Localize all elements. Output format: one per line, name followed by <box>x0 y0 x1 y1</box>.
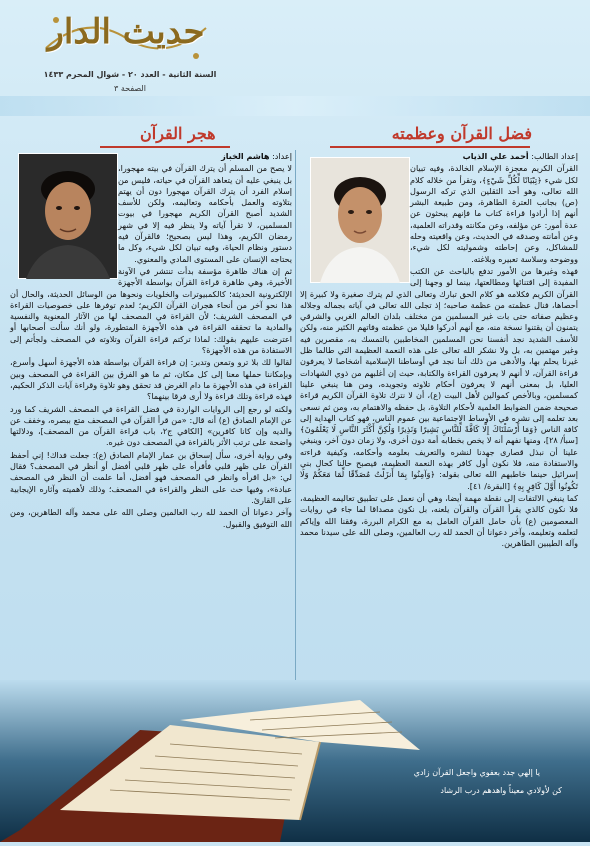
column-divider <box>295 150 296 680</box>
page-number: الصفحة ٣ <box>114 84 146 93</box>
author-name-left: هاشم الخباز <box>221 151 270 161</box>
caption-line-2: كن لأولادي معيناً واهدهم درب الرشاد <box>440 786 562 795</box>
magazine-logo <box>26 8 226 70</box>
portrait-icon <box>310 157 410 283</box>
paragraph: وفي رواية أخرى، سأل إسحاق بن عمار الإمام الصادق (ع): جعلت فداك! إني أحفظ القرآن على ظهر قلبي فأقرأه على ظهر قلبي أفضل أو أنظر في المصحف؟ فقال لي: «بل اقرأه وانظر في المصحف فهو أفضل، أما علمت أن النظر في المصحف عبادة»، وفيها حث على النظر والقراءة في المصحف؛ وذلك لأهميته وآثاره الإيجابية على القارئ. <box>10 449 292 505</box>
author-name-right: أحمد علي الذياب <box>462 151 529 161</box>
paragraph: القرآن الكريم معجزة الإسلام الخالدة، وفيه تبيان لكل شيء ﴿تِبْيَانًا لِّكُلِّ شَيْءٍ﴾، وتقرأ من خلاله كلام الله تعالى، وهو أحد الثقلين الذي تركه الرسول (ص) بجانب العترة الطاهرة، ومن طبيعة البشر أنهم إذا أرادوا قراءة كتاب ما فإنهم يبحثون عن عدة أمور: عن مؤلفه، وعن مكانته وقدراته العلمية، وعن أمانته وصدقه في الحديث، وعن واقعيته وحله للمشاكل، وعن إحاطته وشموليته لكل شيء، ووضوحه وسلاسة تعبيره وبلاغته. <box>410 163 578 264</box>
title-rule-left <box>100 146 230 148</box>
article-right-title: فضل القرآن وعظمته <box>391 124 532 143</box>
article-right <box>300 151 578 550</box>
paragraph: فهذه وغيرها من الأمور تدفع بالباحث عن الكتب المفيدة إلى اقتنائها ومطالعتها، بينما لو وجهنا إلى القرآن الكريم فكلامه هو كلام الحق تبارك وتعالى الذي لم يترك صغيرة ولا كبيرة إلا أحصاها، فنال عظمته من عظمة صاحبه؛ إذ تجلى الله تعالى في آياته بجماله وجلاله وعظيم صفاته حتى بات غير المسلمين من مختلف بلدان العالم الغربي والشرقي يتمنون أن يقتنوا نسخة منه، مع أنهم أدركوا قليلا من عظمته وفاتهم الكثير منه، ولكن للأسف الشديد نجد أنفسنا نحن المسلمين المخاطبين بالتمسك به، مقصرين فيه وغير مهتمين به، بل ولا نشكر الله تعالى على هذه النعمة العظيمة التي طالما ظل غيرنا يحلم بها، والأدهى من ذلك أننا نجد في أوساطنا الإسلامية أشخاصا لا يعرفون قراءة القرآن، لا أنهم لا يعرفون القراءة والكتابة، حيث إن أغلبهم من ذوي الشهادات العليا، بل بمعنى أنهم لا يعرفون أحكام تلاوته وتجويده، ومن هنا ينبغي علينا كمسلمين، وبالأخص كموالين لأهل البيت (ع)، أن لا نترك تلاوة القرآن الكريم قراءة صحيحة ضمن الضوابط العلمية لأحكام التلاوة، بل حفظه والاهتمام به، ومن ثم نسعى بعد تعلمه إلى نشره في الأوساط الاجتماعية بين عموم الناس، فهو كتاب الهداية إلى كافة الناس ﴿وَمَا أَرْسَلْنَاكَ إِلَّا كَافَّةً لِّلنَّاسِ بَشِيرًا وَنَذِيرًا وَلَٰكِنَّ أَكْثَرَ النَّاسِ لَا يَعْلَمُونَ﴾ [سبأ/ ٢٨]، ومنها نفهم أنه لا يخص بخطابه أمة دون أخرى، ولا زمان دون آخر، وينبغي علينا أن نبذل قصارى جهدنا لنشره والتعريف بعلومه وأحكامه، وكيفية قراءته والاستفادة منه، فلا نكون أول كافر بهذه النعمة العظيمة، فيصبح حالنا كحال بني إسرائيل حينما خاطبهم الله تعالى بقوله: ﴿وَآمِنُوا بِمَا أَنزَلْتُ مُصَدِّقًا لِّمَا مَعَكُمْ وَلَا تَكُونُوا أَوَّلَ كَافِرٍ بِهِ﴾ [البقرة/ ٤١]. <box>300 265 578 491</box>
paragraph: كما ينبغي الالتفات إلى نقطة مهمة أيضا، وهي أن نعمل على تطبيق تعاليمه العظيمة، فلا نكون كالذي يقرأ القرآن والقرآن يلعنه، بل نكون مصداقا لما جاء في روايات المعصومين (ع) بأن حامل القرآن العامل به مع الكرام البررة، وفقنا الله وإياكم لتعلمه وتعليمه، وآخر دعوانا أن الحمد لله رب العالمين، وصلى الله على سيدنا محمد وآله الطيبين الطاهرين. <box>300 492 578 549</box>
author-photo-left <box>14 153 118 281</box>
portrait-icon <box>18 153 118 279</box>
logo-text: حديث الدار <box>47 12 205 52</box>
paragraph: لقالوا لك بلا ترو وتمعن وتدبر: إن قراءة القرآن بواسطة هذه الأجهزة أسهل وأسرع، وبإمكاننا حملها معنا إلى كل مكان، ثم ما هو الفرق بين القراءة في المصحف وبين القراءة في هذه الأجهزة ما دام الغرض قد تحقق وهو تلاوة وقراءة آيات الذكر الحكيم، فهذه قراءة وتلك قراءة ولا أرى فرقا بينهما؟ <box>10 357 292 402</box>
caption-line-1: يا إلهي جدد بعفوي واجعل القرآن زادي <box>413 768 540 777</box>
article-left <box>10 151 292 531</box>
author-photo-right <box>306 157 410 287</box>
issue-line: السنة الثانية - العدد ٢٠ - شوال المحرم ١٤٣٣ <box>43 70 217 79</box>
author-label-right: إعداد الطالب: <box>531 151 578 161</box>
article-left-title: هجر القرآن <box>140 124 216 143</box>
paragraph: ثم إن هناك ظاهرة مؤسفة بدأت تنتشر في الآونة الأخيرة، وهي ظاهرة قراءة القرآن بواسطة الأجهزة الإلكترونية الحديثة؛ كالكمبيوترات والخلويات ونحوها من الوسائل الحديثة، والحال أن هذا نحو آخر من أنحاء هجران القرآن الكريم؛ لعدم توفرها على خصوصيات القراءة في المصحف الشريف؛ لأن القراءة في المصحف لها من الآثار المعنوية والنفسية والمادية ما تحققه القراءة في هذه الأجهزة المتطورة، ولو أنك سألت أصحابها أو اعترضت عليهم بقولك: لماذا تركتم قراءة القرآن وتلاوته في المصحف ولجأتم إلى الاستفادة من هذه الأجهزة؟ <box>10 265 292 356</box>
title-rule-right <box>330 146 530 148</box>
open-book-icon <box>0 680 590 842</box>
quran-book-illustration <box>0 680 590 842</box>
paragraph: ولكنه لو رجع إلى الروايات الواردة في فضل القراءة في المصحف الشريف كما ورد عن الإمام الصادق (ع) أنه قال: «من قرأ القرآن في المصحف متع ببصره، وخفف عن والديه وإن كانا كافرين» [الكافي ج٢، باب قراءة القرآن من المصحف]، ودلالتها واضحة على ترتب الأثر بالقراءة في المصحف دون غيره. <box>10 403 292 448</box>
author-label-left: إعداد: <box>272 151 292 161</box>
paragraph: لا يصح من المسلم أن يترك القرآن في بيته مهجورا، بل ينبغي عليه أن يتعاهد القرآن في حياته، فليس من إسلام الفرد أن يترك القرآن مهجورا دون أن يهتم بتلاوته والعمل بأحكامه وتعاليمه، ولكن للأسف الشديد أصبح القرآن الكريم مهجورا في بيوت المسلمين، لا تقرأ آياته ولا ينظر فيه إلا في شهر رمضان الكريم، وهذا ليس بصحيح؛ فالقرآن فيه دستور ونظام الحياة، وفيه تبيان لكل شيء، وكل ما يحتاجه الإنسان على المستوى المادي والمعنوي. <box>118 163 292 264</box>
paragraph: وآخر دعوانا أن الحمد لله رب العالمين وصلى الله على محمد وآله الطاهرين، ومن الله التوفيق والقبول. <box>10 507 292 529</box>
masthead <box>20 8 240 100</box>
header-bar <box>0 96 590 116</box>
